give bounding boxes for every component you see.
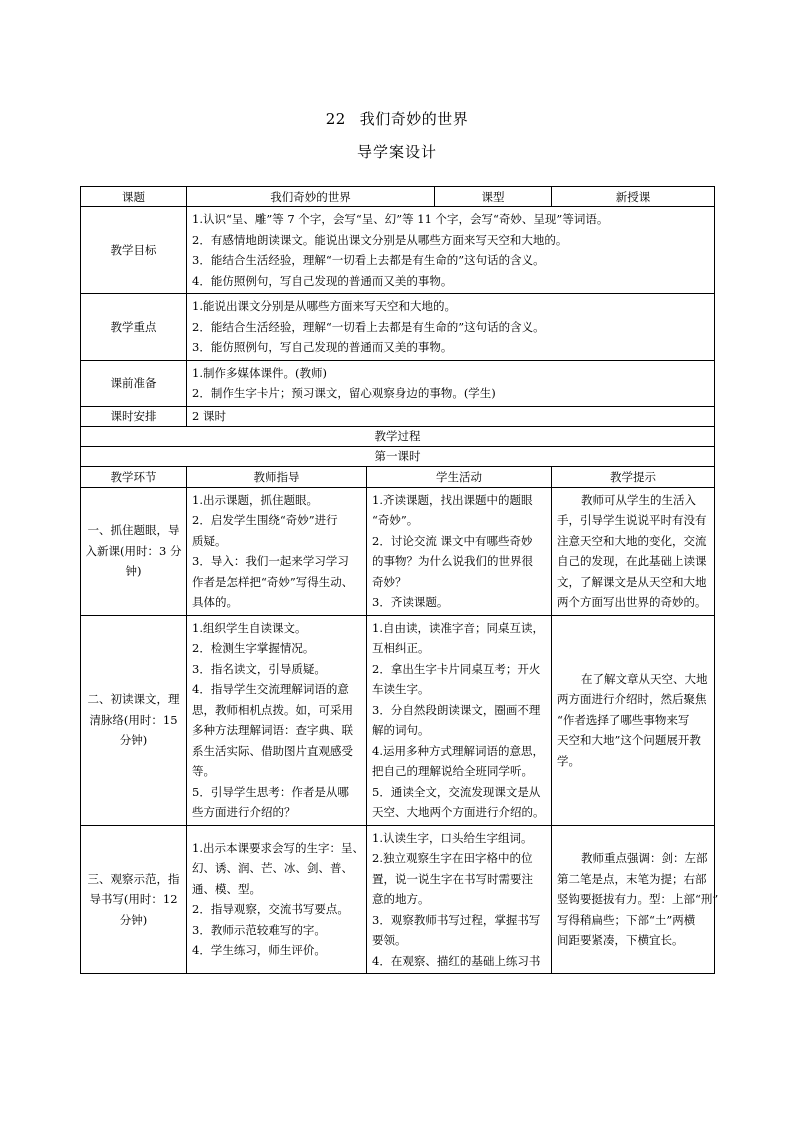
type-value: 新授课 bbox=[552, 187, 715, 207]
student-line: 2．拿出生字卡片同桌互考；开火 bbox=[372, 661, 541, 676]
focus-label: 教学重点 bbox=[81, 294, 187, 361]
teacher-line: 质疑。 bbox=[192, 533, 227, 548]
focus-item: 1.能说出课文分别是从哪些方面来写天空和大地的。 bbox=[192, 299, 456, 313]
teacher-line: 具体的。 bbox=[192, 595, 238, 609]
teacher-line: 4．学生练习，师生评价。 bbox=[192, 943, 326, 958]
process-title: 教学过程 bbox=[81, 426, 715, 446]
teacher-cell bbox=[187, 615, 367, 825]
teacher-line: 系生活实际、借助图片直观感受 bbox=[192, 743, 353, 758]
stage-line: 导书写(用时：12 bbox=[89, 892, 178, 906]
student-line: 要领。 bbox=[372, 933, 407, 947]
tip-cell bbox=[552, 487, 715, 615]
teacher-line: 些方面进行介绍的？ bbox=[192, 805, 296, 819]
student-line: 车读生字。 bbox=[372, 682, 430, 696]
teacher-line: 作者是怎样把“奇妙”写得生动、 bbox=[192, 574, 354, 589]
student-line: 天空、大地两个方面进行介绍的。 bbox=[372, 805, 545, 819]
student-line: 3．分自然段朗读课文，圈画不理 bbox=[372, 702, 541, 717]
focus-item: 2．能结合生活经验，理解“一切看上去都是有生命的”这句话的含义。 bbox=[192, 319, 545, 334]
teacher-line: 等。 bbox=[192, 764, 215, 778]
lesson-name: 我们奇妙的世界 bbox=[359, 110, 469, 128]
teacher-line: 多种方法理解词语：查字典、联 bbox=[192, 723, 353, 737]
teacher-line: 3．指名读文，引导质疑。 bbox=[192, 661, 326, 676]
teacher-line: 2．检测生字掌握情况。 bbox=[192, 641, 315, 655]
goals-label: 教学目标 bbox=[81, 207, 187, 294]
student-line: 1.认读生字，口头给生字组词。 bbox=[372, 830, 533, 845]
prep-label: 课前准备 bbox=[81, 360, 187, 406]
topic-row bbox=[81, 187, 715, 207]
type-label: 课型 bbox=[435, 187, 552, 207]
prep-content bbox=[187, 360, 715, 406]
teacher-line: 5．引导学生思考：作者是从哪 bbox=[192, 784, 349, 799]
tip-line: 两方面进行介绍时，然后聚焦 bbox=[557, 692, 707, 707]
goal-item: 4．能仿照例句，写自己发现的普通而又美的事物。 bbox=[192, 273, 453, 288]
stage-line: 二、初读课文，理 bbox=[87, 692, 180, 707]
tip-line: 学。 bbox=[557, 753, 580, 768]
student-line: 1.齐读课题，找出课题中的题眼 bbox=[372, 492, 533, 507]
student-line: 1.自由读，读准字音；同桌互读， bbox=[372, 620, 544, 635]
student-line: 意的地方。 bbox=[372, 892, 430, 906]
schedule-label: 课时安排 bbox=[81, 406, 187, 426]
stage-cell bbox=[81, 487, 187, 615]
topic-value: 我们奇妙的世界 bbox=[187, 187, 435, 207]
teacher-line: 1.组织学生自读课文。 bbox=[192, 620, 307, 635]
prep-item: 2．制作生字卡片；预习课文，留心观察身边的事物。(学生) bbox=[192, 386, 496, 400]
stage-line: 钟) bbox=[125, 564, 142, 579]
focus-item: 3．能仿照例句，写自己发现的普通而又美的事物。 bbox=[192, 340, 453, 354]
prep-row bbox=[81, 360, 715, 406]
tip-cell bbox=[552, 825, 719, 974]
col-header-student: 学生活动 bbox=[367, 466, 552, 487]
teacher-line: 幻、诱、润、芒、冰、剑、普、 bbox=[192, 861, 353, 876]
teacher-line: 思，教师相机点拨。如，可采用 bbox=[192, 702, 353, 717]
topic-label: 课题 bbox=[81, 187, 187, 207]
process-row bbox=[81, 615, 715, 825]
period-row bbox=[81, 446, 715, 466]
student-line: 4．在观察、描红的基础上练习书 bbox=[372, 953, 541, 968]
teacher-line: 3．教师示范较难写的字。 bbox=[192, 922, 326, 937]
stage-cell bbox=[81, 825, 187, 974]
student-line: 的事物？为什么说我们的世界很 bbox=[372, 554, 533, 568]
tip-line: 写得稍扁些；下部“土”两横 bbox=[557, 912, 696, 927]
tip-line: 竖钩要挺拔有力。型：上部“刑” bbox=[557, 892, 719, 906]
document-subtitle: 导学案设计 bbox=[356, 143, 437, 161]
goals-content bbox=[187, 207, 715, 294]
stage-line: 三、观察示范，指 bbox=[87, 871, 180, 886]
student-line: 奇妙？ bbox=[372, 574, 407, 589]
goal-item: 2．有感情地朗读课文。能说出课文分别是从哪些方面来写天空和大地的。 bbox=[192, 232, 568, 247]
tip-line: 手，引导学生说说平时有没有 bbox=[557, 513, 707, 527]
stage-cell bbox=[81, 615, 187, 825]
tip-line: 两个方面写出世界的奇妙的。 bbox=[557, 595, 707, 609]
tip-cell bbox=[552, 615, 715, 825]
student-line: 2.独立观察生字在田字格中的位 bbox=[372, 851, 533, 865]
teacher-line: 1.出示课题，抓住题眼。 bbox=[192, 492, 318, 507]
teacher-line: 2．指导观察，交流书写要点。 bbox=[192, 902, 349, 917]
prep-item: 1.制作多媒体课件。(教师) bbox=[192, 365, 327, 380]
tip-line: 间距要紧凑，下横宜长。 bbox=[557, 933, 684, 947]
student-line: 置，说一说生字在书写时需要注 bbox=[372, 871, 533, 886]
tip-line: “作者选择了哪些事物来写 bbox=[557, 712, 690, 727]
teacher-line: 通、模、型。 bbox=[192, 881, 261, 896]
student-line: 互相纠正。 bbox=[372, 641, 430, 655]
teacher-cell bbox=[187, 487, 367, 615]
col-header-teacher: 教师指导 bbox=[187, 466, 367, 487]
tip-line: 教师重点强调：剑：左部 bbox=[581, 851, 708, 865]
stage-line: 一、抓住题眼，导 bbox=[87, 523, 180, 538]
process-title-row bbox=[81, 426, 715, 446]
col-header-tip: 教学提示 bbox=[552, 466, 715, 487]
teacher-line: 3．导入：我们一起来学习学习 bbox=[192, 554, 349, 568]
student-line: 2．讨论交流 课文中有哪些奇妙 bbox=[372, 533, 533, 548]
focus-content bbox=[187, 294, 715, 361]
lesson-title bbox=[0, 108, 794, 129]
student-line: 3．观察教师书写过程，掌握书写 bbox=[372, 912, 541, 927]
tip-line: 天空和大地”这个问题展开教 bbox=[557, 733, 701, 748]
student-line: “奇妙”。 bbox=[372, 513, 419, 527]
teacher-line: 4．指导学生交流理解词语的意 bbox=[192, 682, 349, 696]
lesson-number: 22 bbox=[325, 110, 346, 128]
tip-line: 第二笔是点，末笔为提；右部 bbox=[557, 871, 707, 886]
student-cell bbox=[367, 615, 552, 825]
lesson-plan-table-wrapper bbox=[80, 186, 719, 974]
student-line: 3．齐读课题。 bbox=[372, 595, 449, 609]
goals-row bbox=[81, 207, 715, 294]
student-cell bbox=[367, 825, 552, 974]
student-line: 解的词句。 bbox=[372, 723, 430, 737]
stage-line: 入新课(用时：3 分 bbox=[85, 543, 182, 558]
stage-line: 分钟) bbox=[119, 733, 148, 748]
process-row bbox=[81, 825, 715, 974]
lesson-plan-table bbox=[80, 186, 719, 974]
teacher-line: 1.出示本课要求会写的生字：呈、 bbox=[192, 840, 364, 855]
tip-line: 自己的发现，在此基础上读课 bbox=[557, 554, 707, 568]
student-line: 5．通读全文，交流发现课文是从 bbox=[372, 784, 541, 799]
goal-item: 3．能结合生活经验，理解“一切看上去都是有生命的”这句话的含义。 bbox=[192, 253, 545, 267]
student-cell bbox=[367, 487, 552, 615]
period-title: 第一课时 bbox=[81, 446, 715, 466]
schedule-row bbox=[81, 406, 715, 426]
goal-item: 1.认识“呈、雕”等 7 个字，会写“呈、幻”等 11 个字，会写“奇妙、呈现”等词语。 bbox=[192, 212, 609, 226]
tip-line: 文，了解课文是从天空和大地 bbox=[557, 574, 707, 589]
student-line: 4.运用多种方式理解词语的意思， bbox=[372, 743, 544, 758]
process-header-row bbox=[81, 466, 715, 487]
schedule-value: 2 课时 bbox=[187, 406, 715, 426]
process-row bbox=[81, 487, 715, 615]
tip-line: 教师可从学生的生活入 bbox=[581, 492, 696, 507]
stage-line: 清脉络(用时：15 bbox=[89, 712, 178, 727]
stage-line: 分钟) bbox=[119, 912, 148, 927]
col-header-stage: 教学环节 bbox=[81, 466, 187, 487]
student-line: 把自己的理解说给全班同学听。 bbox=[372, 764, 533, 778]
focus-row bbox=[81, 294, 715, 361]
tip-line: 注意天空和大地的变化，交流 bbox=[557, 533, 707, 548]
tip-line: 在了解文章从天空、大地 bbox=[581, 671, 708, 686]
teacher-line: 2．启发学生围绕“奇妙”进行 bbox=[192, 513, 338, 527]
teacher-cell bbox=[187, 825, 367, 974]
